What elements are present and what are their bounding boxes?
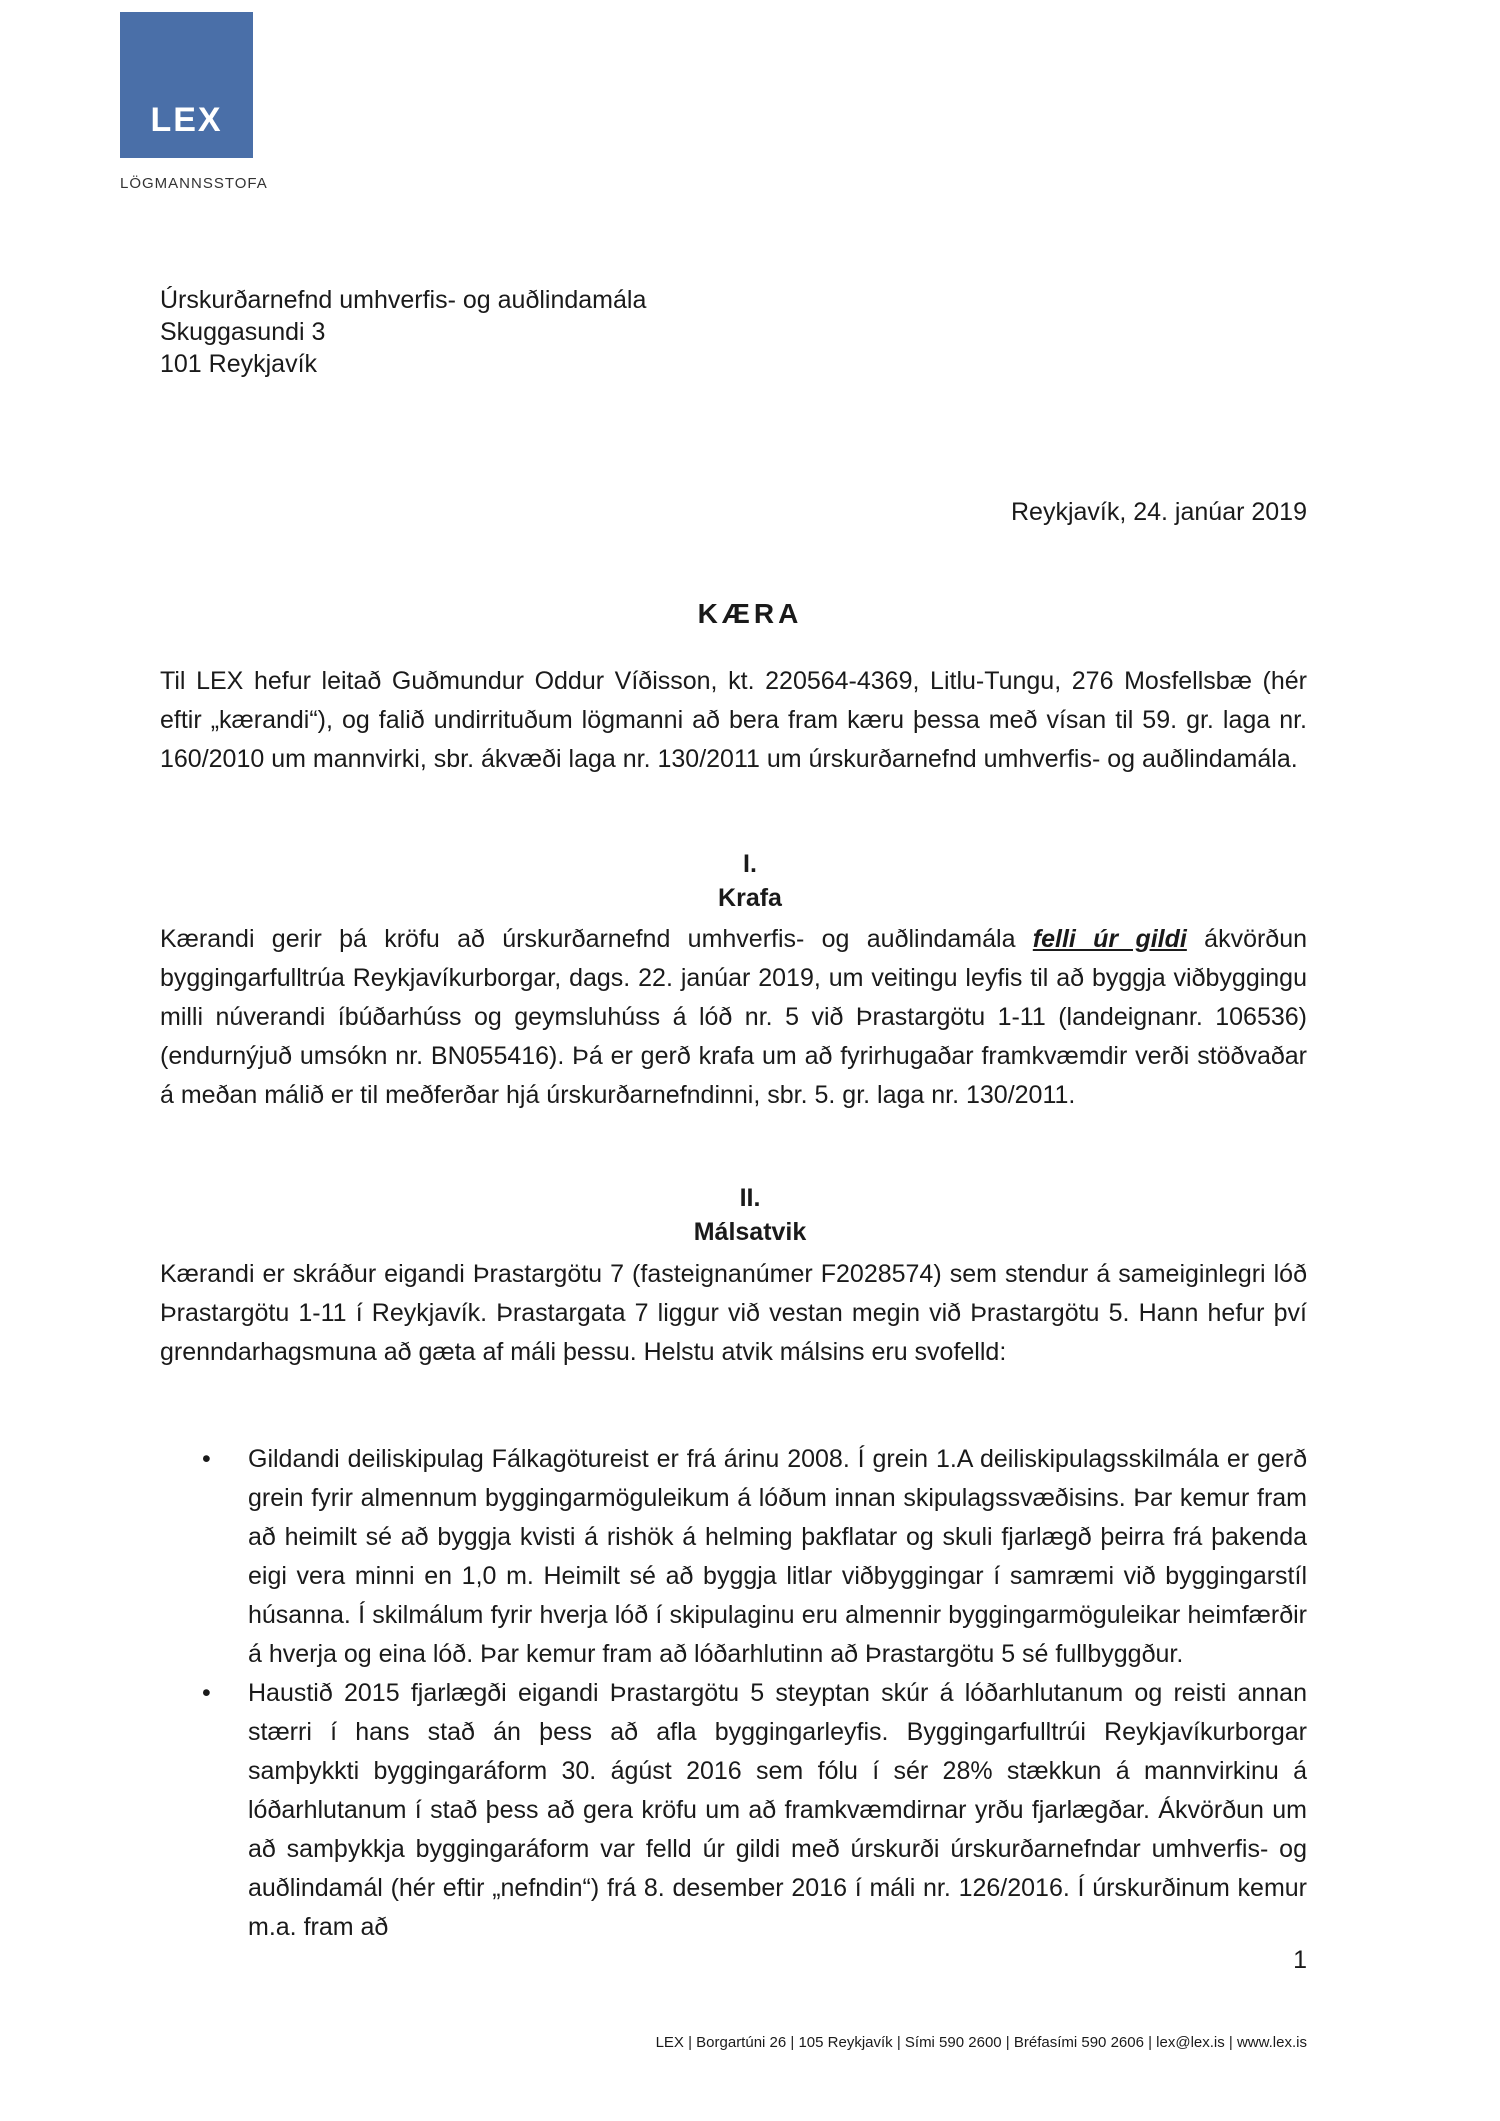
address-line-2: Skuggasundi 3 — [160, 318, 326, 346]
section-2-paragraph: Kærandi er skráður eigandi Þrastargötu 7 (fasteignanúmer F2028574) sem stendur á sameiginlegri lóð Þrastargötu 1-11 í Reykjavík. Þrastargata 7 liggur við vestan megin við Þrastargötu 5. Hann hefur því grenndarhagsmuna að gæta af máli þessu. Helstu atvik málsins eru svofelld: — [160, 1260, 1307, 1366]
page-number: 1 — [1293, 1946, 1307, 1974]
section-1-paragraph — [160, 920, 1307, 1115]
list-item-text: Gildandi deiliskipulag Fálkagötureist er frá árinu 2008. Í grein 1.A deiliskipulagsskilmála er gerð grein fyrir almennum byggingarmöguleikum á lóðum innan skipulagssvæðisins. Þar kemur fram að heimilt sé að byggja kvisti á rishök á helming þakflatar og skuli fjarlægð þeirra frá þakenda eigi vera minni en 1,0 m. Heimilt sé að byggja litlar viðbyggingar í samræmi við byggingarstíl húsanna. Í skilmálum fyrir hverja lóð í skipulaginu eru almennir byggingarmöguleikar heimfærðir á hverja og eina lóð. Þar kemur fram að lóðarhlutinn að Þrastargötu 5 sé fullbyggður. — [248, 1445, 1307, 1668]
bullet-icon: • — [202, 1445, 211, 1473]
section-1-title: Krafa — [718, 884, 782, 912]
list-item — [160, 1674, 1307, 1947]
list-item — [160, 1440, 1307, 1674]
krafa-text-after: ákvörðun byggingarfulltrúa Reykjavíkurborgar, dags. 22. janúar 2019, um veitingu leyfis til að byggja viðbyggingu milli núverandi íbúðarhúss og geymsluhúss á lóð nr. 5 við Þrastargötu 1-11 (landeignanr. 106536) (endurnýjuð umsókn nr. BN055416). Þá er gerð krafa um að fyrirhugaðar framkvæmdir verði stöðvaðar á meðan málið er til meðferðar hjá úrskurðarnefndinni, sbr. 5. gr. laga nr. 130/2011. — [160, 925, 1308, 1109]
address-line-3: 101 Reykjavík — [160, 350, 318, 378]
krafa-text-before: Kærandi gerir þá kröfu að úrskurðarnefnd umhverfis- og auðlindamála — [160, 925, 1033, 953]
intro-paragraph: Til LEX hefur leitað Guðmundur Oddur Víðisson, kt. 220564-4369, Litlu-Tungu, 276 Mosfellsbæ (hér eftir „kærandi“), og falið undirrituðum lögmanni að bera fram kæru þessa með vísan til 59. gr. laga nr. 160/2010 um mannvirki, sbr. ákvæði laga nr. 130/2011 um úrskurðarnefnd umhverfis- og auðlindamála. — [160, 667, 1307, 773]
logo-subtitle: LÖGMANNSSTOFA — [120, 175, 268, 192]
lex-logo — [120, 12, 253, 158]
recipient-address — [160, 284, 646, 380]
facts-list — [160, 1440, 1307, 1947]
address-line-1: Úrskurðarnefnd umhverfis- og auðlindamála — [160, 286, 647, 314]
section-2-number: II. — [739, 1184, 761, 1212]
letter-date: Reykjavík, 24. janúar 2019 — [1010, 498, 1307, 526]
logo-text: LEX — [150, 101, 223, 139]
krafa-emphasis: felli úr gildi — [1032, 925, 1187, 953]
section-2-title: Málsatvik — [693, 1218, 807, 1246]
list-item-text: Haustið 2015 fjarlægði eigandi Þrastargötu 5 steyptan skúr á lóðarhlutanum og reisti annan stærri í hans stað án þess að afla byggingarleyfis. Byggingarfulltrúi Reykjavíkurborgar samþykkti byggingaráform 30. ágúst 2016 sem fólu í sér 28% stækkun á mannvirkinu á lóðarhlutanum í stað þess að gera kröfu um að framkvæmdirnar yrðu fjarlægðar. Ákvörðun um að samþykkja byggingaráform var felld úr gildi með úrskurði úrskurðarnefndar umhverfis- og auðlindamál (hér eftir „nefndin“) frá 8. desember 2016 í máli nr. 126/2016. Í úrskurðinum kemur m.a. fram að — [248, 1679, 1307, 1941]
section-1-number: I. — [743, 850, 757, 878]
footer: LEX | Borgartúni 26 | 105 Reykjavík | Sími 590 2600 | Bréfasími 590 2606 | lex@lex.is | www.lex.is — [655, 2034, 1307, 2051]
bullet-icon: • — [202, 1679, 211, 1707]
document-title: KÆRA — [697, 598, 803, 629]
